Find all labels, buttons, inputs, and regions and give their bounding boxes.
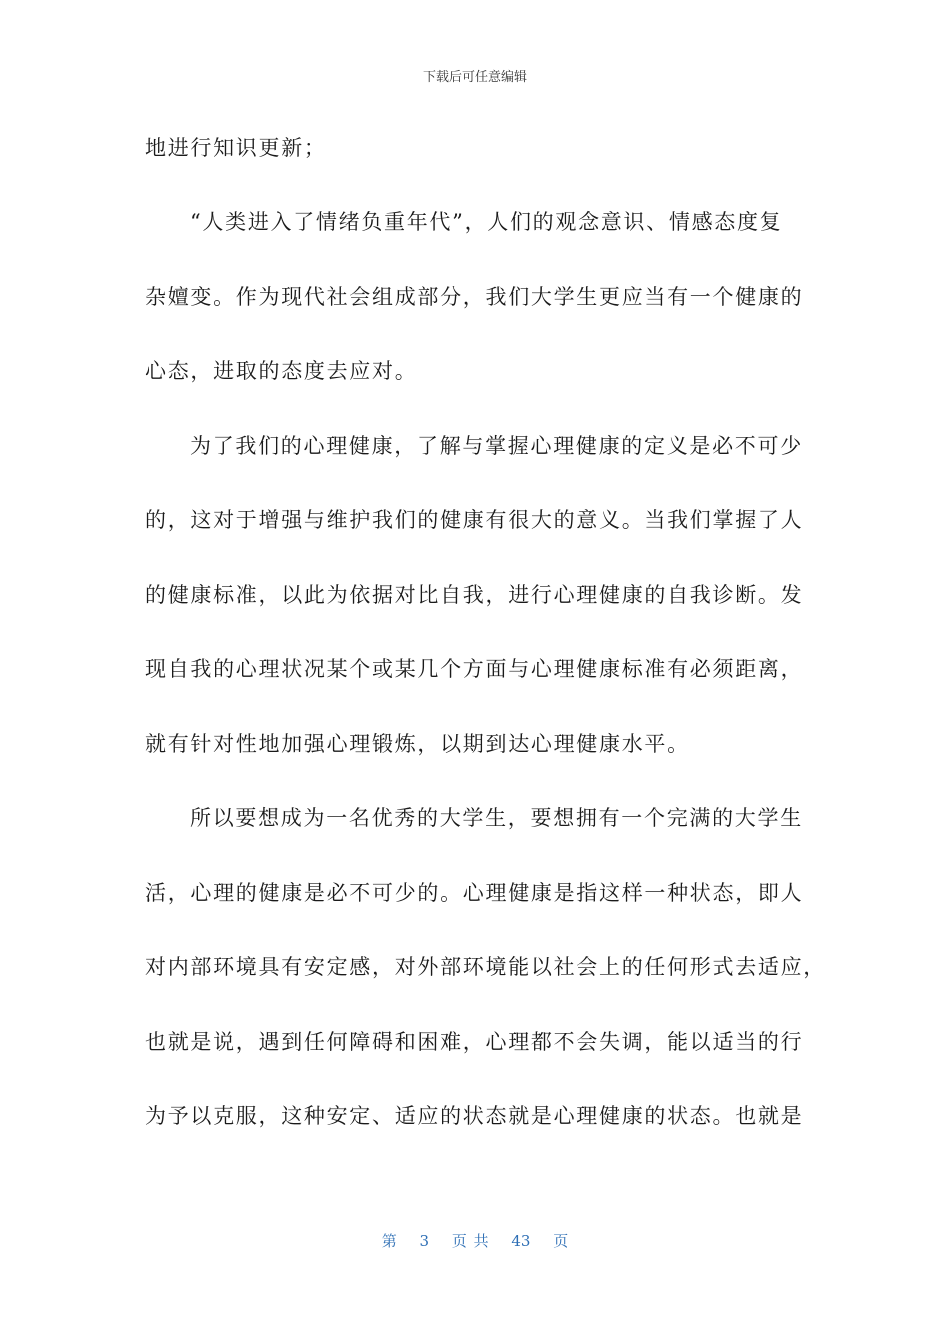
text-line: 现自我的心理状况某个或某几个方面与心理健康标准有必须距离， xyxy=(145,657,804,681)
page-header: 下载后可任意编辑 xyxy=(422,70,527,85)
total-page-number: 43 xyxy=(511,1232,531,1250)
current-page-number: 3 xyxy=(419,1232,430,1250)
footer-prefix: 第 xyxy=(381,1232,397,1250)
text-line: 就有针对性地加强心理锻炼，以期到达心理健康水平。 xyxy=(145,732,690,756)
text-line: 的健康标准，以此为依据对比自我，进行心理健康的自我诊断。发 xyxy=(145,583,804,607)
text-line: 地进行知识更新； xyxy=(145,136,327,160)
text-line: 对内部环境具有安定感，对外部环境能以社会上的任何形式去适应， xyxy=(145,955,826,979)
footer-suffix: 页 xyxy=(553,1232,569,1250)
text-line: 为了我们的心理健康，了解与掌握心理健康的定义是必不可少 xyxy=(190,434,803,458)
text-line: “人类进入了情绪负重年代”，人们的观念意识、情感态度复 xyxy=(190,210,783,234)
text-line: 活，心理的健康是必不可少的。心理健康是指这样一种状态，即人 xyxy=(145,881,804,905)
text-line: 所以要想成为一名优秀的大学生，要想拥有一个完满的大学生 xyxy=(190,806,803,830)
text-line: 为予以克服，这种安定、适应的状态就是心理健康的状态。也就是 xyxy=(145,1104,804,1128)
text-line: 杂嬗变。作为现代社会组成部分，我们大学生更应当有一个健康的 xyxy=(145,285,804,309)
text-line: 心态，进取的态度去应对。 xyxy=(145,359,418,383)
page-footer xyxy=(0,1230,950,1251)
text-line: 也就是说，遇到任何障碍和困难，心理都不会失调，能以适当的行 xyxy=(145,1030,804,1054)
text-line: 的，这对于增强与维护我们的健康有很大的意义。当我们掌握了人 xyxy=(145,508,804,532)
footer-middle: 页 共 xyxy=(451,1232,489,1250)
